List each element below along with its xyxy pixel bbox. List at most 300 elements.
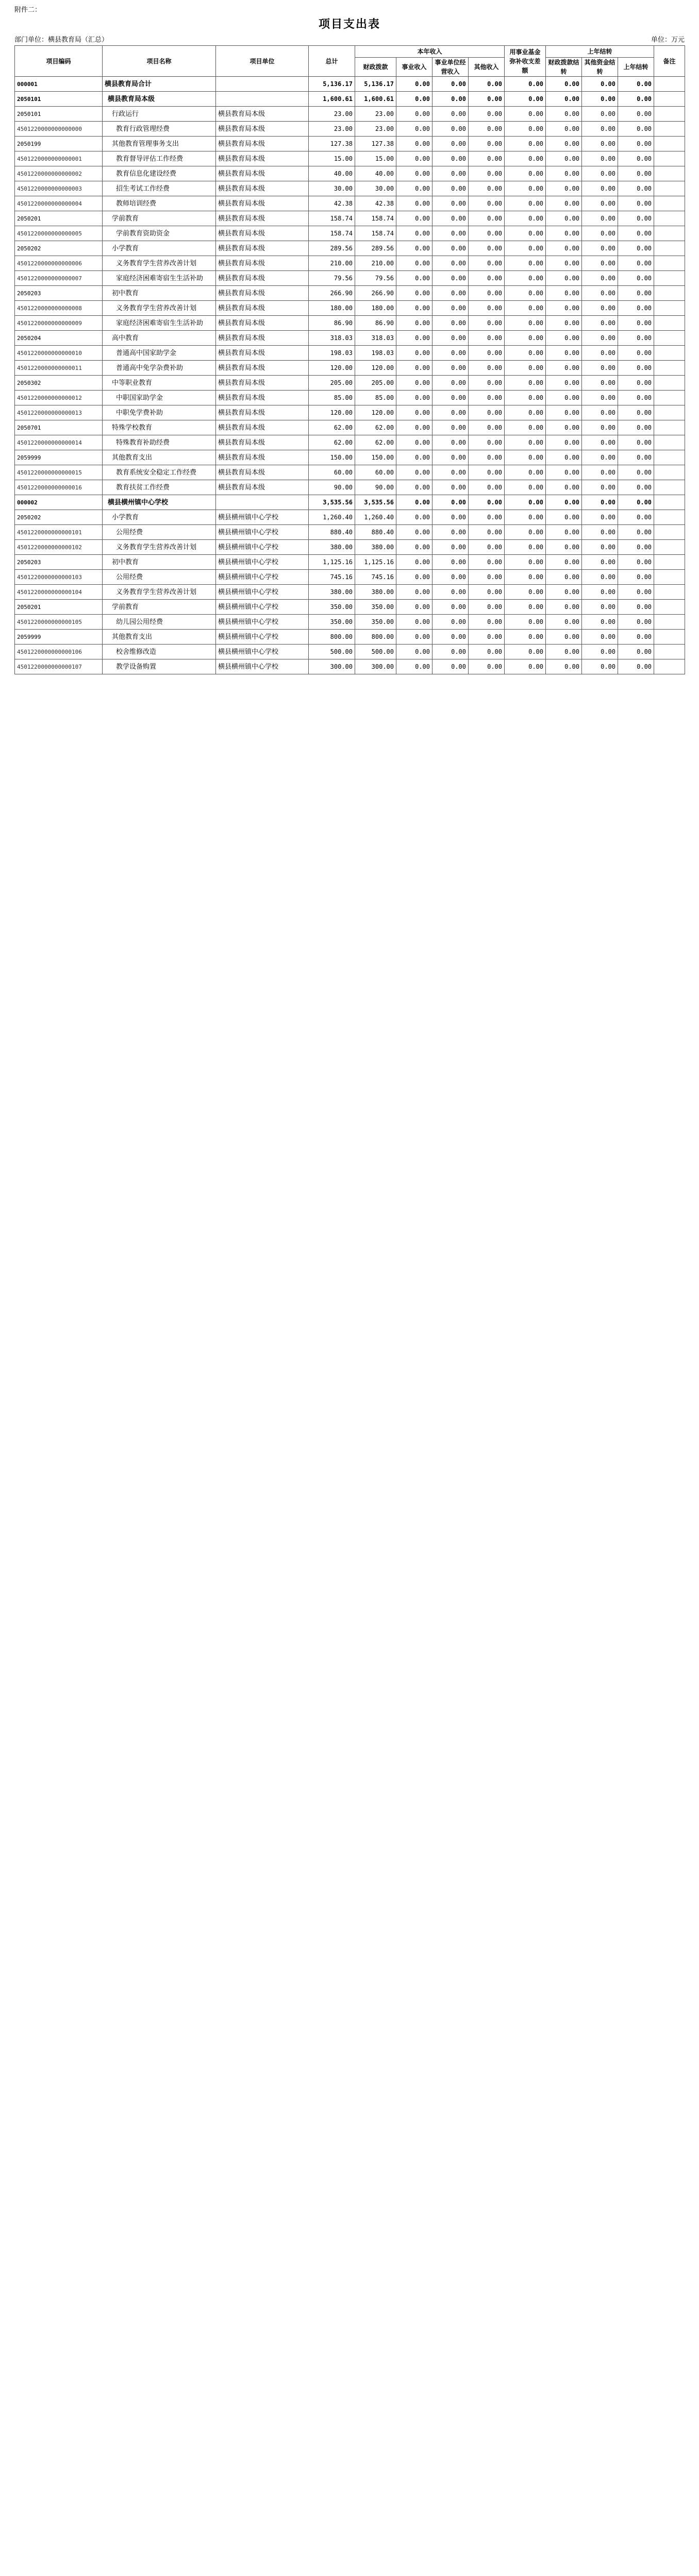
cell-value: 0.00 [546, 181, 582, 196]
cell-value: 0.00 [469, 555, 505, 570]
cell-name: 教育行政管理经费 [103, 122, 216, 137]
cell-value: 127.38 [355, 137, 396, 151]
cell-value: 0.00 [582, 555, 618, 570]
cell-code: 4501220000000000000 [15, 122, 103, 137]
cell-name: 教育信息化建设经费 [103, 166, 216, 181]
cell-value: 318.03 [309, 331, 355, 346]
cell-value: 0.00 [396, 301, 432, 316]
cell-value: 0.00 [469, 196, 505, 211]
col-group-carryover: 上年结转 [546, 46, 654, 58]
cell-value: 0.00 [546, 510, 582, 525]
cell-value: 0.00 [582, 420, 618, 435]
cell-value: 0.00 [432, 166, 469, 181]
cell-value: 0.00 [396, 600, 432, 615]
cell-value: 350.00 [355, 600, 396, 615]
cell-value: 1,125.16 [309, 555, 355, 570]
cell-value: 0.00 [546, 480, 582, 495]
cell-value: 0.00 [505, 196, 546, 211]
cell-value: 0.00 [396, 241, 432, 256]
table-row [15, 585, 685, 600]
cell-value: 0.00 [469, 226, 505, 241]
cell-name: 其他教育支出 [103, 630, 216, 645]
cell-value: 0.00 [432, 301, 469, 316]
cell-value: 0.00 [546, 166, 582, 181]
cell-value: 0.00 [505, 615, 546, 630]
cell-code: 4501220000000000004 [15, 196, 103, 211]
cell-value: 0.00 [432, 525, 469, 540]
cell-value: 30.00 [309, 181, 355, 196]
cell-value: 0.00 [396, 420, 432, 435]
cell-value: 0.00 [546, 361, 582, 376]
table-row [15, 480, 685, 495]
cell-value: 0.00 [618, 510, 654, 525]
cell-value: 0.00 [432, 615, 469, 630]
cell-value: 0.00 [582, 122, 618, 137]
cell-code: 2050701 [15, 420, 103, 435]
cell-value: 0.00 [505, 600, 546, 615]
cell-value: 0.00 [505, 181, 546, 196]
cell-value: 120.00 [355, 361, 396, 376]
col-header-unit: 项目单位 [216, 46, 309, 77]
cell-value: 0.00 [582, 92, 618, 107]
cell-value: 880.40 [309, 525, 355, 540]
cell-name: 小学教育 [103, 510, 216, 525]
cell-value: 0.00 [582, 435, 618, 450]
cell-name: 特殊学校教育 [103, 420, 216, 435]
cell-value: 127.38 [309, 137, 355, 151]
cell-value: 0.00 [469, 570, 505, 585]
cell-value: 0.00 [432, 256, 469, 271]
cell-value: 0.00 [546, 241, 582, 256]
cell-value: 0.00 [396, 465, 432, 480]
cell-unit: 横县教育局本级 [216, 122, 309, 137]
cell-value: 0.00 [546, 391, 582, 405]
cell-value: 0.00 [469, 480, 505, 495]
cell-value: 0.00 [582, 181, 618, 196]
cell-value: 0.00 [505, 122, 546, 137]
cell-remark [654, 361, 685, 376]
cell-value: 0.00 [505, 495, 546, 510]
cell-name: 中职免学费补助 [103, 405, 216, 420]
cell-value: 198.03 [355, 346, 396, 361]
cell-value: 85.00 [309, 391, 355, 405]
cell-value: 0.00 [505, 450, 546, 465]
cell-value: 0.00 [546, 151, 582, 166]
cell-value: 0.00 [396, 450, 432, 465]
cell-code: 4501220000000000014 [15, 435, 103, 450]
cell-value: 0.00 [618, 600, 654, 615]
cell-value: 500.00 [355, 645, 396, 659]
cell-value: 380.00 [355, 540, 396, 555]
cell-name: 学前教育 [103, 211, 216, 226]
department-label: 部门单位：横县教育局（汇总） [14, 36, 109, 44]
cell-value: 289.56 [355, 241, 396, 256]
cell-value: 1,600.61 [355, 92, 396, 107]
cell-code: 2050202 [15, 510, 103, 525]
cell-value: 0.00 [432, 659, 469, 674]
cell-value: 0.00 [582, 465, 618, 480]
cell-value: 0.00 [546, 137, 582, 151]
cell-remark [654, 316, 685, 331]
cell-remark [654, 525, 685, 540]
cell-value: 0.00 [546, 405, 582, 420]
cell-value: 62.00 [309, 420, 355, 435]
cell-value: 0.00 [432, 630, 469, 645]
table-row [15, 271, 685, 286]
cell-value: 0.00 [505, 420, 546, 435]
cell-value: 180.00 [309, 301, 355, 316]
cell-value: 0.00 [546, 271, 582, 286]
cell-value: 0.00 [618, 137, 654, 151]
cell-value: 0.00 [582, 211, 618, 226]
cell-value: 0.00 [469, 376, 505, 391]
cell-value: 0.00 [505, 92, 546, 107]
cell-remark [654, 181, 685, 196]
cell-name: 中等职业教育 [103, 376, 216, 391]
cell-value: 0.00 [618, 405, 654, 420]
cell-name: 教师培训经费 [103, 196, 216, 211]
table-row [15, 376, 685, 391]
cell-name: 义务教育学生营养改善计划 [103, 540, 216, 555]
cell-unit: 横县教育局本级 [216, 151, 309, 166]
cell-value: 0.00 [546, 211, 582, 226]
cell-value: 0.00 [396, 331, 432, 346]
cell-value: 210.00 [355, 256, 396, 271]
table-row [15, 555, 685, 570]
cell-value: 0.00 [396, 256, 432, 271]
cell-value: 0.00 [396, 555, 432, 570]
cell-name: 义务教育学生营养改善计划 [103, 585, 216, 600]
cell-value: 42.38 [355, 196, 396, 211]
cell-name: 其他教育管理事务支出 [103, 137, 216, 151]
cell-code: 2050201 [15, 600, 103, 615]
expenditure-table [14, 45, 685, 674]
cell-value: 0.00 [546, 600, 582, 615]
cell-value: 150.00 [355, 450, 396, 465]
cell-value: 0.00 [469, 107, 505, 122]
attachment-label: 附件二： [14, 6, 42, 14]
cell-value: 0.00 [396, 166, 432, 181]
cell-value: 0.00 [432, 77, 469, 92]
cell-value: 0.00 [432, 420, 469, 435]
cell-value: 62.00 [355, 435, 396, 450]
cell-value: 0.00 [618, 166, 654, 181]
cell-value: 0.00 [396, 405, 432, 420]
cell-value: 0.00 [396, 122, 432, 137]
cell-value: 0.00 [505, 301, 546, 316]
cell-remark [654, 137, 685, 151]
table-row [15, 615, 685, 630]
table-row [15, 600, 685, 615]
cell-value: 0.00 [582, 331, 618, 346]
cell-unit: 横县教育局本级 [216, 465, 309, 480]
cell-value: 0.00 [469, 510, 505, 525]
cell-value: 158.74 [355, 226, 396, 241]
cell-value: 0.00 [432, 376, 469, 391]
col-group-income: 本年收入 [355, 46, 505, 58]
cell-value: 1,260.40 [309, 510, 355, 525]
cell-name: 校舍维修改造 [103, 645, 216, 659]
cell-code: 4501220000000000009 [15, 316, 103, 331]
cell-value: 0.00 [618, 331, 654, 346]
table-row [15, 570, 685, 585]
cell-value: 0.00 [582, 196, 618, 211]
cell-code: 4501220000000000002 [15, 166, 103, 181]
cell-value: 0.00 [582, 600, 618, 615]
cell-value: 0.00 [546, 525, 582, 540]
cell-code: 4501220000000000102 [15, 540, 103, 555]
cell-unit: 横县横州镇中心学校 [216, 555, 309, 570]
cell-unit: 横县教育局本级 [216, 346, 309, 361]
cell-value: 0.00 [396, 92, 432, 107]
cell-value: 0.00 [469, 361, 505, 376]
cell-remark [654, 510, 685, 525]
cell-value: 0.00 [432, 211, 469, 226]
cell-value: 0.00 [432, 331, 469, 346]
col-header-carry-total: 上年结转 [618, 58, 654, 77]
cell-value: 120.00 [309, 405, 355, 420]
cell-value: 0.00 [618, 540, 654, 555]
cell-value: 0.00 [469, 92, 505, 107]
cell-value: 0.00 [505, 211, 546, 226]
cell-value: 0.00 [469, 122, 505, 137]
cell-code: 2050101 [15, 107, 103, 122]
cell-unit [216, 495, 309, 510]
table-row [15, 286, 685, 301]
cell-value: 880.40 [355, 525, 396, 540]
cell-value: 380.00 [309, 540, 355, 555]
cell-value: 0.00 [505, 361, 546, 376]
cell-unit: 横县教育局本级 [216, 480, 309, 495]
cell-value: 0.00 [618, 316, 654, 331]
cell-code: 4501220000000000013 [15, 405, 103, 420]
cell-unit: 横县教育局本级 [216, 331, 309, 346]
cell-unit: 横县横州镇中心学校 [216, 600, 309, 615]
cell-value: 0.00 [469, 241, 505, 256]
cell-unit: 横县教育局本级 [216, 286, 309, 301]
cell-remark [654, 346, 685, 361]
cell-value: 0.00 [396, 137, 432, 151]
cell-value: 158.74 [355, 211, 396, 226]
cell-value: 0.00 [546, 585, 582, 600]
cell-value: 5,136.17 [309, 77, 355, 92]
cell-value: 0.00 [582, 585, 618, 600]
cell-value: 0.00 [582, 137, 618, 151]
cell-value: 0.00 [582, 361, 618, 376]
cell-remark [654, 122, 685, 137]
cell-unit: 横县教育局本级 [216, 181, 309, 196]
cell-value: 0.00 [432, 361, 469, 376]
cell-value: 0.00 [618, 211, 654, 226]
cell-value: 266.90 [309, 286, 355, 301]
cell-name: 家庭经济困难寄宿生生活补助 [103, 316, 216, 331]
cell-name: 教育系统安全稳定工作经费 [103, 465, 216, 480]
cell-remark [654, 600, 685, 615]
cell-value: 3,535.56 [355, 495, 396, 510]
table-row [15, 495, 685, 510]
cell-code: 2050101 [15, 92, 103, 107]
cell-value: 0.00 [396, 107, 432, 122]
cell-value: 86.90 [355, 316, 396, 331]
cell-value: 0.00 [469, 645, 505, 659]
cell-value: 210.00 [309, 256, 355, 271]
cell-remark [654, 659, 685, 674]
cell-value: 0.00 [546, 435, 582, 450]
cell-unit: 横县教育局本级 [216, 391, 309, 405]
cell-remark [654, 166, 685, 181]
cell-value: 0.00 [469, 256, 505, 271]
cell-remark [654, 405, 685, 420]
cell-code: 4501220000000000006 [15, 256, 103, 271]
cell-name: 学前教育 [103, 600, 216, 615]
cell-value: 0.00 [582, 540, 618, 555]
cell-value: 0.00 [618, 241, 654, 256]
col-header-other-carry: 其他资金结转 [582, 58, 618, 77]
cell-value: 0.00 [505, 405, 546, 420]
cell-code: 4501220000000000001 [15, 151, 103, 166]
cell-value: 0.00 [505, 286, 546, 301]
table-row [15, 659, 685, 674]
cell-remark [654, 256, 685, 271]
cell-value: 0.00 [618, 435, 654, 450]
cell-value: 0.00 [469, 166, 505, 181]
cell-value: 0.00 [432, 346, 469, 361]
table-row [15, 181, 685, 196]
cell-unit: 横县教育局本级 [216, 241, 309, 256]
cell-value: 0.00 [469, 346, 505, 361]
cell-name: 教育扶贫工作经费 [103, 480, 216, 495]
cell-value: 60.00 [355, 465, 396, 480]
cell-value: 158.74 [309, 211, 355, 226]
cell-unit: 横县教育局本级 [216, 137, 309, 151]
cell-value: 0.00 [546, 630, 582, 645]
table-row [15, 166, 685, 181]
cell-value: 0.00 [505, 510, 546, 525]
cell-value: 0.00 [618, 361, 654, 376]
cell-value: 0.00 [618, 570, 654, 585]
cell-value: 23.00 [355, 122, 396, 137]
cell-name: 幼儿园公用经费 [103, 615, 216, 630]
cell-value: 0.00 [505, 540, 546, 555]
cell-value: 0.00 [432, 122, 469, 137]
cell-remark [654, 286, 685, 301]
cell-value: 0.00 [505, 77, 546, 92]
cell-code: 4501220000000000103 [15, 570, 103, 585]
cell-unit: 横县横州镇中心学校 [216, 645, 309, 659]
cell-value: 90.00 [355, 480, 396, 495]
cell-name: 初中教育 [103, 286, 216, 301]
cell-value: 0.00 [582, 659, 618, 674]
cell-value: 0.00 [546, 301, 582, 316]
cell-value: 0.00 [546, 77, 582, 92]
cell-value: 40.00 [355, 166, 396, 181]
cell-value: 1,600.61 [309, 92, 355, 107]
cell-remark [654, 107, 685, 122]
cell-value: 0.00 [469, 316, 505, 331]
cell-value: 1,260.40 [355, 510, 396, 525]
cell-value: 0.00 [546, 331, 582, 346]
cell-value: 0.00 [582, 495, 618, 510]
table-row [15, 420, 685, 435]
cell-name: 家庭经济困难寄宿生生活补助 [103, 271, 216, 286]
cell-value: 0.00 [582, 376, 618, 391]
cell-value: 0.00 [618, 525, 654, 540]
cell-value: 0.00 [469, 659, 505, 674]
cell-value: 0.00 [396, 316, 432, 331]
cell-value: 0.00 [432, 137, 469, 151]
table-row [15, 92, 685, 107]
cell-value: 0.00 [505, 391, 546, 405]
cell-value: 0.00 [396, 630, 432, 645]
cell-unit: 横县横州镇中心学校 [216, 510, 309, 525]
cell-value: 0.00 [432, 151, 469, 166]
cell-unit: 横县横州镇中心学校 [216, 630, 309, 645]
cell-value: 0.00 [469, 630, 505, 645]
cell-value: 0.00 [546, 376, 582, 391]
cell-value: 300.00 [355, 659, 396, 674]
cell-value: 0.00 [396, 361, 432, 376]
cell-value: 0.00 [396, 525, 432, 540]
cell-value: 40.00 [309, 166, 355, 181]
cell-value: 23.00 [309, 122, 355, 137]
cell-value: 0.00 [432, 480, 469, 495]
cell-value: 0.00 [432, 510, 469, 525]
cell-value: 0.00 [432, 465, 469, 480]
cell-value: 0.00 [396, 391, 432, 405]
cell-value: 0.00 [618, 391, 654, 405]
cell-value: 0.00 [546, 555, 582, 570]
cell-value: 0.00 [505, 331, 546, 346]
cell-value: 0.00 [582, 510, 618, 525]
cell-name: 其他教育支出 [103, 450, 216, 465]
cell-value: 0.00 [469, 181, 505, 196]
cell-remark [654, 92, 685, 107]
col-header-operating: 事业单位经营收入 [432, 58, 469, 77]
table-row [15, 77, 685, 92]
cell-value: 79.56 [309, 271, 355, 286]
cell-value: 0.00 [396, 480, 432, 495]
cell-unit: 横县教育局本级 [216, 405, 309, 420]
table-row [15, 510, 685, 525]
cell-value: 0.00 [396, 645, 432, 659]
cell-value: 0.00 [582, 107, 618, 122]
cell-value: 0.00 [396, 346, 432, 361]
cell-code: 2050203 [15, 286, 103, 301]
cell-code: 4501220000000000105 [15, 615, 103, 630]
cell-remark [654, 301, 685, 316]
cell-remark [654, 450, 685, 465]
cell-value: 0.00 [618, 196, 654, 211]
cell-value: 0.00 [582, 615, 618, 630]
cell-value: 0.00 [618, 286, 654, 301]
cell-unit: 横县教育局本级 [216, 196, 309, 211]
cell-value: 0.00 [546, 659, 582, 674]
cell-value: 0.00 [618, 181, 654, 196]
cell-value: 0.00 [505, 166, 546, 181]
cell-value: 0.00 [396, 77, 432, 92]
cell-value: 0.00 [432, 196, 469, 211]
cell-value: 0.00 [432, 435, 469, 450]
cell-value: 0.00 [582, 166, 618, 181]
cell-value: 0.00 [396, 271, 432, 286]
cell-code: 2050203 [15, 555, 103, 570]
cell-value: 0.00 [469, 525, 505, 540]
cell-value: 0.00 [618, 465, 654, 480]
cell-value: 0.00 [396, 286, 432, 301]
cell-value: 0.00 [546, 540, 582, 555]
cell-value: 0.00 [546, 645, 582, 659]
cell-value: 500.00 [309, 645, 355, 659]
